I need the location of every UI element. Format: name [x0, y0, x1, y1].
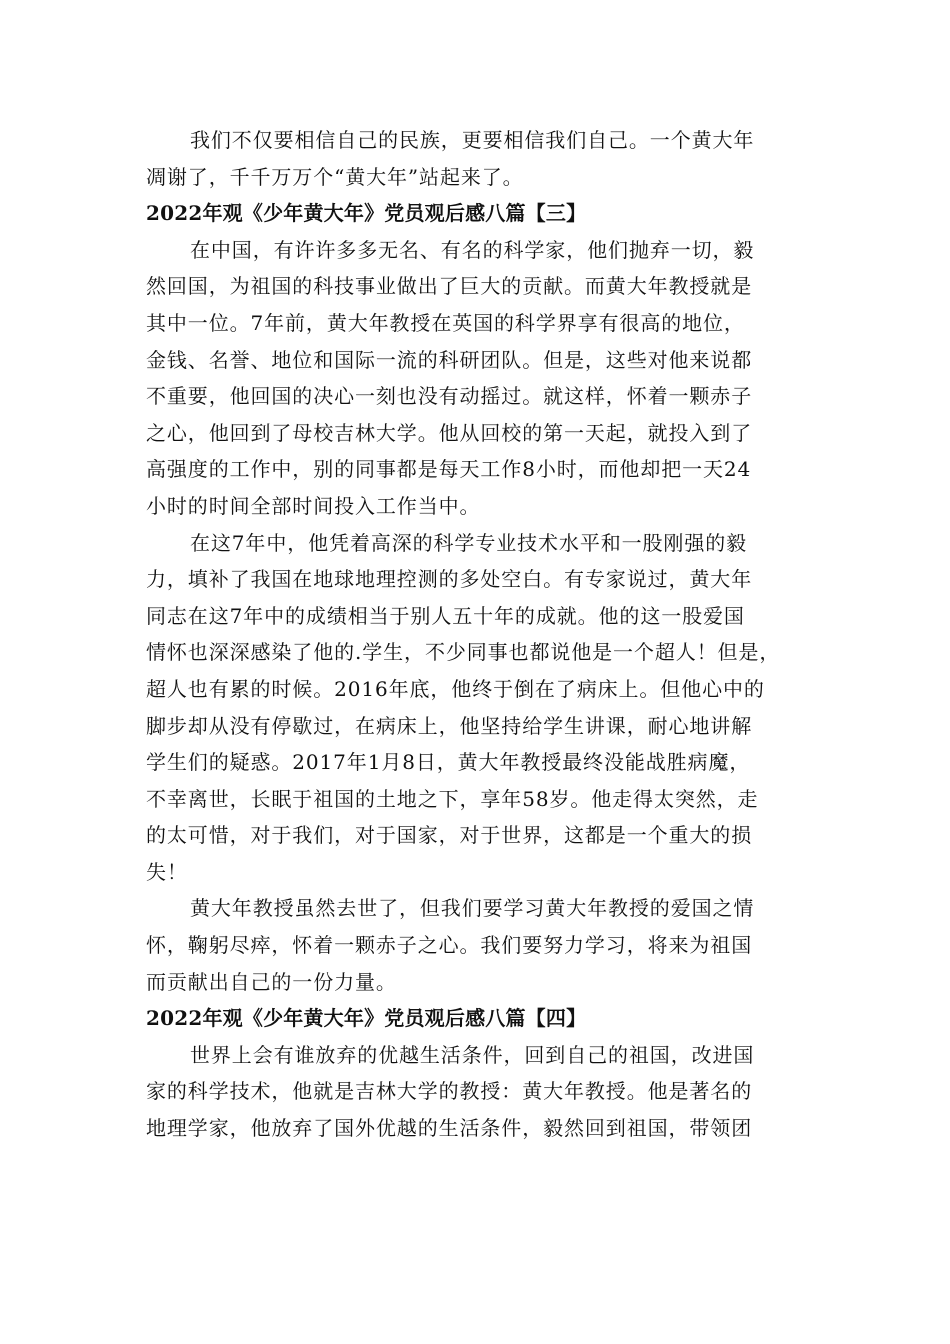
- text-line: 的太可惜，对于我们，对于国家，对于世界，这都是一个重大的损: [146, 823, 753, 848]
- text-line: 黄大年教授虽然去世了，但我们要学习黄大年教授的爱国之情: [190, 896, 755, 921]
- text-line: 力，填补了我国在地球地理控测的多处空白。有专家说过，黄大年: [146, 567, 753, 592]
- text-line: 其中一位。7年前，黄大年教授在英国的科学界享有很高的地位，: [146, 310, 745, 335]
- paragraph-continuation: [146, 122, 816, 195]
- text-line: 失！: [146, 859, 188, 884]
- text-line: 然回国，为祖国的科技事业做出了巨大的贡献。而黄大年教授就是: [146, 274, 753, 299]
- text-line: 学生们的疑惑。2017年1月8日，黄大年教授最终没能战胜病魔，: [146, 750, 751, 775]
- text-line: 不幸离世，长眠于祖国的土地之下，享年58岁。他走得太突然，走: [146, 786, 759, 811]
- text-line: 超人也有累的时候。2016年底，他终于倒在了病床上。但他心中的: [146, 676, 765, 701]
- text-line: 而贡献出自己的一份力量。: [146, 969, 397, 994]
- section-heading-three: 2022年观《少年黄大年》党员观后感八篇【三】: [146, 201, 587, 226]
- section-heading-four: 2022年观《少年黄大年》党员观后感八篇【四】: [146, 1006, 587, 1031]
- text-line: 在这7年中，他凭着高深的科学专业技术水平和一股刚强的毅: [190, 530, 748, 555]
- text-line: 高强度的工作中，别的同事都是每天工作8小时，而他却把一天24: [146, 457, 752, 482]
- paragraph: [146, 890, 816, 1000]
- paragraph: [146, 525, 816, 891]
- text-line: 我们不仅要相信自己的民族，更要相信我们自己。一个黄大年: [190, 128, 755, 152]
- text-line: 怀，鞠躬尽瘁，怀着一颗赤子之心。我们要努力学习，将来为祖国: [146, 933, 753, 958]
- text-line: 家的科学技术，他就是吉林大学的教授：黄大年教授。他是著名的: [146, 1079, 753, 1104]
- text-line: 在中国，有许许多多无名、有名的科学家，他们抛弃一切，毅: [190, 237, 755, 262]
- text-line: 同志在这7年中的成绩相当于别人五十年的成就。他的这一股爱国: [146, 603, 745, 628]
- text-line: 之心，他回到了母校吉林大学。他从回校的第一天起，就投入到了: [146, 420, 753, 445]
- text-line: 脚步却从没有停歇过，在病床上，他坚持给学生讲课，耐心地讲解: [146, 713, 753, 738]
- text-line: 世界上会有谁放弃的优越生活条件，回到自己的祖国，改进国: [190, 1042, 755, 1067]
- paragraph: [146, 1037, 816, 1147]
- text-line: 情怀也深深感染了他的.学生，不少同事也都说他是一个超人！但是，: [146, 640, 781, 665]
- text-line: 地理学家，他放弃了国外优越的生活条件，毅然回到祖国，带领团: [146, 1116, 753, 1141]
- text-line: 小时的时间全部时间投入工作当中。: [146, 493, 481, 518]
- paragraph: [146, 232, 816, 525]
- text-line: 不重要，他回国的决心一刻也没有动摇过。就这样，怀着一颗赤子: [146, 384, 753, 409]
- text-line: 金钱、名誉、地位和国际一流的科研团队。但是，这些对他来说都: [146, 347, 753, 372]
- document-body: [146, 122, 816, 1147]
- text-line: 凋谢了，千千万万个“黄大年”站起来了。: [146, 164, 524, 189]
